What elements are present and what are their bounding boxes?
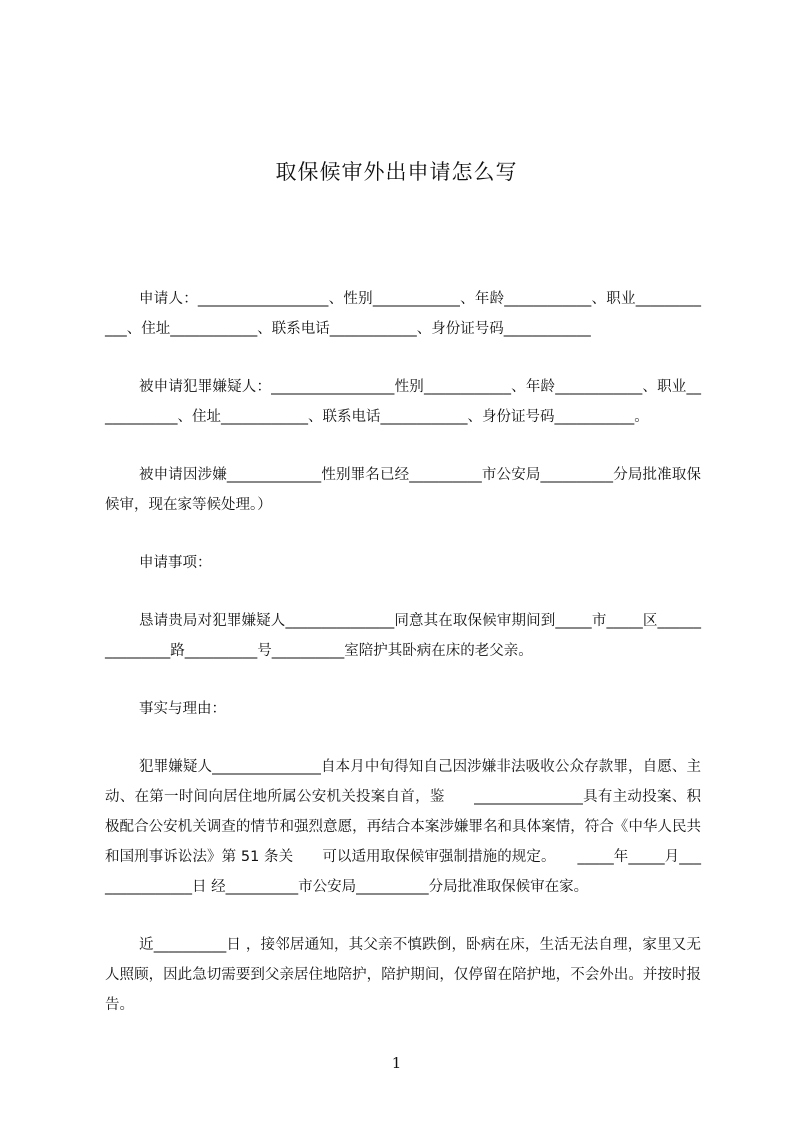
document-body (105, 284, 701, 1048)
facts-reasons-paragraph: 犯罪嫌疑人_______________自本月中旬得知自己因涉嫌非法吸收公众存款罪，自愿、主动、在第一时间向居住地所属公安机关投案自首，鉴 _______________具有主动投案、积极配合公安机关调查的情节和强烈意愿，再结合本案涉嫌罪名和具体案情，符合《中华人民共和国刑事诉讼法》第 51 条关 可以适用取保候审强制措施的规定。 _____年_____月_______________日 经__________市公安局__________分局批准取保候审在家。 (105, 759, 701, 895)
suspect-info-paragraph: 被申请犯罪嫌疑人：_________________性别____________、年龄____________、职业____________、住址____________、联系电话____________、身份证号码___________。 (105, 379, 701, 425)
page-title: 取保候审外出申请怎么写 (275, 160, 518, 185)
urgent-reason-paragraph: 近__________日 ，接邻居通知，其父亲不慎跌倒，卧病在床，生活无法自理，家里又无人照顾，因此急切需要到父亲居住地陪护，陪护期间，仅停留在陪护地，不会外出。并按时报告。 (105, 937, 701, 1013)
case-status-paragraph: 被申请因涉嫌_____________性别罪名已经__________市公安局__________分局批准取保候审，现在家等候处理。） (105, 467, 701, 513)
page-number: 1 (391, 1054, 402, 1072)
request-items-paragraph: 恳请贵局对犯罪嫌疑人_______________同意其在取保候审期间到_____市_____区_______________路__________号__________室陪护其卧病在床的老父亲。 (105, 613, 701, 659)
request-items-heading: 申请事项： (139, 555, 212, 571)
applicant-info-paragraph: 申请人：__________________、性别____________、年龄____________、职业____________、住址____________、联系电话____________、身份证号码____________ (105, 291, 701, 337)
facts-reasons-heading: 事实与理由： (139, 701, 226, 717)
